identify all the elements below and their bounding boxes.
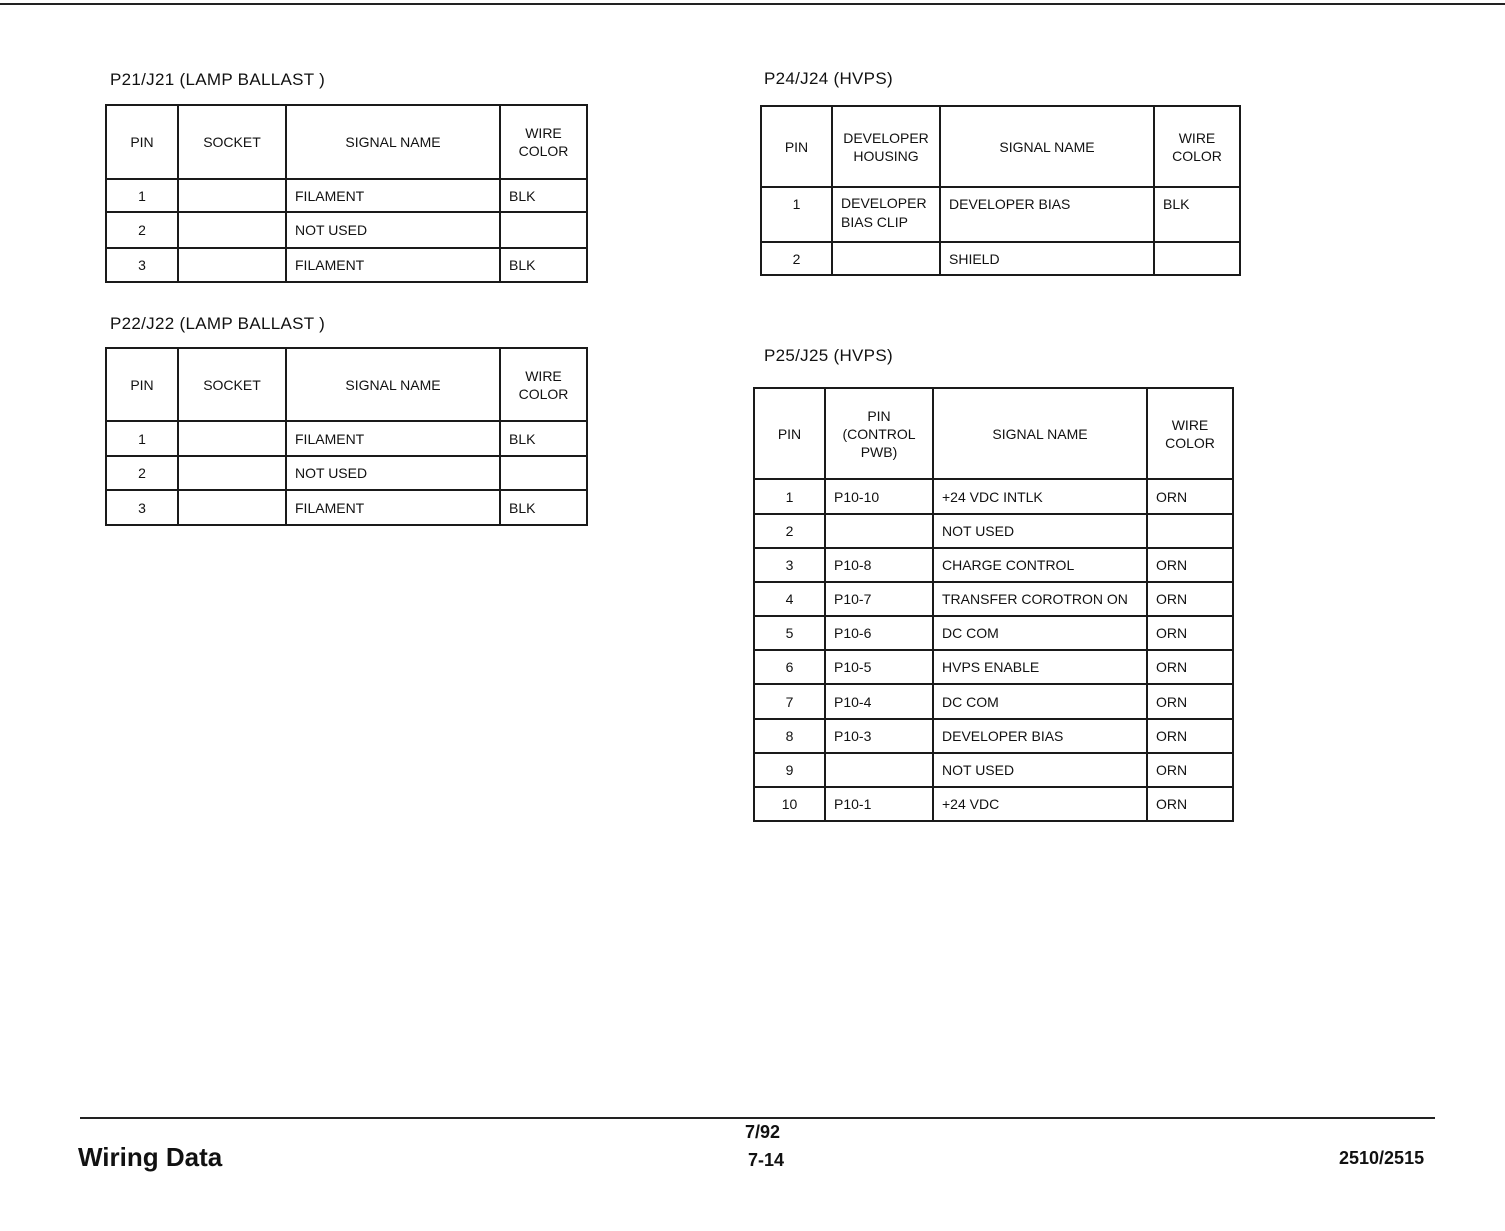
pin-cell: 2 [761, 242, 832, 275]
pin-cell: 2 [106, 212, 178, 248]
signal-name-cell: NOT USED [286, 212, 500, 248]
table-row [754, 514, 1233, 548]
table-row [761, 187, 1240, 242]
table-row [761, 242, 1240, 275]
control-pwb-pin-cell: P10-4 [825, 684, 933, 719]
pin-cell: 3 [106, 248, 178, 282]
pin-cell: 4 [754, 582, 825, 616]
header-pin-control-pwb: PIN (CONTROL PWB) [825, 388, 933, 479]
signal-name-cell: FILAMENT [286, 490, 500, 525]
control-pwb-pin-cell: P10-10 [825, 479, 933, 514]
table-row [106, 456, 587, 490]
header-pin: PIN [754, 388, 825, 479]
connector-table-p22 [105, 347, 588, 526]
table-title-p25: P25/J25 (HVPS) [764, 346, 893, 365]
signal-name-cell: DC COM [933, 684, 1147, 719]
footer-model-number: 2510/2515 [1339, 1148, 1425, 1168]
top-rule [0, 3, 1505, 5]
signal-name-cell: DC COM [933, 616, 1147, 650]
footer-rule [80, 1117, 1435, 1119]
header-signal-name: SIGNAL NAME [933, 388, 1147, 479]
header-developer-housing: DEVELOPER HOUSING [832, 106, 940, 187]
pin-cell: 3 [106, 490, 178, 525]
pin-cell: 6 [754, 650, 825, 684]
header-wire-color: WIRE COLOR [500, 348, 587, 421]
wire-color-cell: ORN [1147, 684, 1233, 719]
signal-name-cell: FILAMENT [286, 179, 500, 212]
table-row [106, 248, 587, 282]
table-row [754, 616, 1233, 650]
wire-color-cell [500, 456, 587, 490]
footer-date: 7/92 [745, 1122, 781, 1142]
socket-cell [178, 248, 286, 282]
signal-name-cell: DEVELOPER BIAS [933, 719, 1147, 753]
socket-cell [178, 179, 286, 212]
pin-cell: 5 [754, 616, 825, 650]
signal-name-cell: +24 VDC INTLK [933, 479, 1147, 514]
wire-color-cell: ORN [1147, 719, 1233, 753]
header-wire-color: WIRE COLOR [1154, 106, 1240, 187]
developer-housing-cell [832, 242, 940, 275]
table-row [754, 548, 1233, 582]
header-pin: PIN [106, 348, 178, 421]
signal-name-cell: FILAMENT [286, 421, 500, 456]
signal-name-cell: NOT USED [933, 514, 1147, 548]
wire-color-cell: ORN [1147, 479, 1233, 514]
wire-color-cell: ORN [1147, 548, 1233, 582]
wire-color-cell: BLK [500, 179, 587, 212]
pin-cell: 1 [106, 179, 178, 212]
signal-name-cell: DEVELOPER BIAS [940, 187, 1154, 242]
wire-color-cell [1147, 514, 1233, 548]
header-wire-color: WIRE COLOR [1147, 388, 1233, 479]
control-pwb-pin-cell [825, 514, 933, 548]
socket-cell [178, 456, 286, 490]
socket-cell [178, 421, 286, 456]
table-row [754, 719, 1233, 753]
wire-color-cell: ORN [1147, 650, 1233, 684]
footer-page-number: 7-14 [748, 1150, 785, 1170]
table-row [754, 650, 1233, 684]
table-row [106, 421, 587, 456]
wire-color-cell: BLK [500, 490, 587, 525]
table-title-p22: P22/J22 (LAMP BALLAST ) [110, 314, 326, 333]
table-row [106, 490, 587, 525]
connector-table-p25 [753, 387, 1234, 822]
wire-color-cell [500, 212, 587, 248]
header-signal-name: SIGNAL NAME [286, 348, 500, 421]
pin-cell: 1 [761, 187, 832, 242]
control-pwb-pin-cell: P10-1 [825, 787, 933, 821]
pin-cell: 3 [754, 548, 825, 582]
wire-color-cell: ORN [1147, 582, 1233, 616]
table-row [754, 582, 1233, 616]
connector-table-p21 [105, 104, 588, 283]
header-wire-color: WIRE COLOR [500, 105, 587, 179]
header-socket: SOCKET [178, 348, 286, 421]
signal-name-cell: CHARGE CONTROL [933, 548, 1147, 582]
developer-housing-cell: DEVELOPER BIAS CLIP [832, 187, 940, 242]
header-signal-name: SIGNAL NAME [286, 105, 500, 179]
pin-cell: 10 [754, 787, 825, 821]
signal-name-cell: NOT USED [286, 456, 500, 490]
wire-color-cell: ORN [1147, 616, 1233, 650]
pin-cell: 2 [754, 514, 825, 548]
wire-color-cell: BLK [500, 248, 587, 282]
control-pwb-pin-cell: P10-7 [825, 582, 933, 616]
control-pwb-pin-cell: P10-6 [825, 616, 933, 650]
wire-color-cell: ORN [1147, 787, 1233, 821]
pin-cell: 1 [754, 479, 825, 514]
wire-color-cell [1154, 242, 1240, 275]
connector-table-p24 [760, 105, 1241, 276]
signal-name-cell: NOT USED [933, 753, 1147, 787]
pin-cell: 8 [754, 719, 825, 753]
header-socket: SOCKET [178, 105, 286, 179]
header-pin: PIN [761, 106, 832, 187]
socket-cell [178, 490, 286, 525]
header-pin: PIN [106, 105, 178, 179]
control-pwb-pin-cell: P10-5 [825, 650, 933, 684]
header-signal-name: SIGNAL NAME [940, 106, 1154, 187]
table-row [106, 212, 587, 248]
wire-color-cell: BLK [1154, 187, 1240, 242]
pin-cell: 7 [754, 684, 825, 719]
table-title-p24: P24/J24 (HVPS) [764, 69, 893, 88]
signal-name-cell: FILAMENT [286, 248, 500, 282]
signal-name-cell: +24 VDC [933, 787, 1147, 821]
table-row [106, 179, 587, 212]
wire-color-cell: ORN [1147, 753, 1233, 787]
control-pwb-pin-cell: P10-8 [825, 548, 933, 582]
socket-cell [178, 212, 286, 248]
footer-section-title: Wiring Data [78, 1142, 223, 1172]
control-pwb-pin-cell: P10-3 [825, 719, 933, 753]
pin-cell: 9 [754, 753, 825, 787]
control-pwb-pin-cell [825, 753, 933, 787]
pin-cell: 1 [106, 421, 178, 456]
signal-name-cell: SHIELD [940, 242, 1154, 275]
table-title-p21: P21/J21 (LAMP BALLAST ) [110, 70, 326, 89]
table-row [754, 787, 1233, 821]
table-row [754, 684, 1233, 719]
signal-name-cell: HVPS ENABLE [933, 650, 1147, 684]
signal-name-cell: TRANSFER COROTRON ON [933, 582, 1147, 616]
wire-color-cell: BLK [500, 421, 587, 456]
pin-cell: 2 [106, 456, 178, 490]
table-row [754, 753, 1233, 787]
table-row [754, 479, 1233, 514]
